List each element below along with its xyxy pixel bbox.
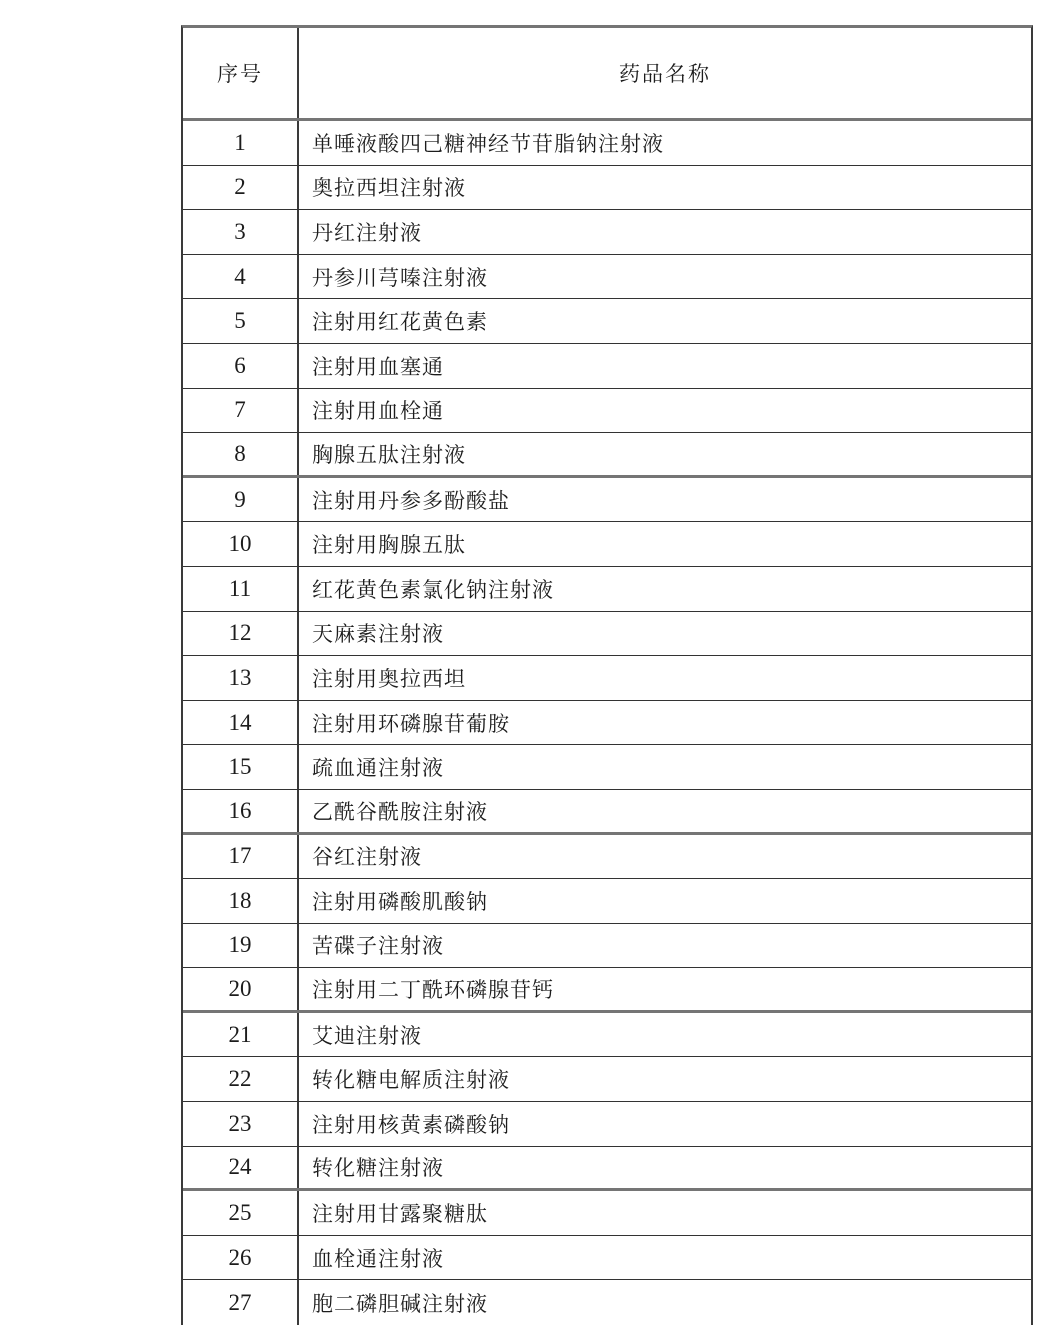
row-serial-number: 24 <box>183 1147 299 1189</box>
table-row <box>183 1236 1031 1281</box>
table-row <box>183 1280 1031 1325</box>
row-drug-name: 转化糖注射液 <box>312 1156 444 1181</box>
row-serial-number: 18 <box>183 879 299 923</box>
table-row <box>183 255 1031 300</box>
header-serial-number: 序号 <box>183 28 299 118</box>
row-drug-name: 注射用核黄素磷酸钠 <box>312 1112 510 1137</box>
row-drug-name: 注射用血塞通 <box>312 354 444 379</box>
row-serial-number: 27 <box>183 1280 299 1325</box>
row-drug-name: 苦碟子注射液 <box>312 934 444 959</box>
row-drug-name: 天麻素注射液 <box>312 622 444 647</box>
row-serial-number: 9 <box>183 478 299 522</box>
table-row <box>183 166 1031 211</box>
row-drug-name: 注射用血栓通 <box>312 399 444 424</box>
table-row <box>183 612 1031 657</box>
table-row <box>183 478 1031 523</box>
table-row <box>183 656 1031 701</box>
table-row <box>183 1102 1031 1147</box>
row-serial-number: 4 <box>183 255 299 299</box>
table-row <box>183 701 1031 746</box>
row-drug-name: 艾迪注射液 <box>312 1023 422 1048</box>
row-drug-name: 疏血通注射液 <box>312 756 444 781</box>
row-drug-name: 注射用磷酸肌酸钠 <box>312 889 488 914</box>
table-row <box>183 1147 1031 1192</box>
row-serial-number: 12 <box>183 612 299 656</box>
row-serial-number: 8 <box>183 433 299 475</box>
table-body <box>183 121 1031 1325</box>
row-drug-name: 胞二磷胆碱注射液 <box>312 1291 488 1316</box>
row-drug-name: 注射用奥拉西坦 <box>312 666 466 691</box>
row-drug-name: 注射用甘露聚糖肽 <box>312 1202 488 1227</box>
drug-list-table <box>181 25 1033 1325</box>
row-serial-number: 15 <box>183 745 299 789</box>
row-drug-name: 转化糖电解质注射液 <box>312 1068 510 1093</box>
row-drug-name: 红花黄色素氯化钠注射液 <box>312 577 554 602</box>
row-drug-name: 血栓通注射液 <box>312 1246 444 1271</box>
row-drug-name: 丹参川芎嗪注射液 <box>312 265 488 290</box>
row-drug-name: 乙酰谷酰胺注射液 <box>312 799 488 824</box>
table-row <box>183 433 1031 478</box>
table-row <box>183 968 1031 1013</box>
table-row <box>183 567 1031 612</box>
row-serial-number: 3 <box>183 210 299 254</box>
row-serial-number: 19 <box>183 924 299 968</box>
table-row <box>183 1013 1031 1058</box>
row-serial-number: 26 <box>183 1236 299 1280</box>
row-drug-name: 注射用二丁酰环磷腺苷钙 <box>312 978 554 1003</box>
table-row <box>183 389 1031 434</box>
table-row <box>183 522 1031 567</box>
row-serial-number: 11 <box>183 567 299 611</box>
row-drug-name: 注射用环磷腺苷葡胺 <box>312 711 510 736</box>
row-drug-name: 注射用丹参多酚酸盐 <box>312 488 510 513</box>
row-drug-name: 胸腺五肽注射液 <box>312 442 466 467</box>
row-serial-number: 16 <box>183 790 299 832</box>
table-row <box>183 1057 1031 1102</box>
table-row <box>183 1191 1031 1236</box>
row-serial-number: 17 <box>183 835 299 879</box>
row-serial-number: 6 <box>183 344 299 388</box>
row-serial-number: 1 <box>183 121 299 165</box>
table-row <box>183 745 1031 790</box>
table-row <box>183 790 1031 835</box>
row-drug-name: 注射用胸腺五肽 <box>312 533 466 558</box>
row-serial-number: 5 <box>183 299 299 343</box>
table-row <box>183 344 1031 389</box>
table-row <box>183 299 1031 344</box>
row-drug-name: 丹红注射液 <box>312 220 422 245</box>
row-serial-number: 7 <box>183 389 299 433</box>
row-drug-name: 注射用红花黄色素 <box>312 310 488 335</box>
row-serial-number: 21 <box>183 1013 299 1057</box>
row-serial-number: 10 <box>183 522 299 566</box>
table-header-row <box>183 28 1031 121</box>
table-row <box>183 924 1031 969</box>
row-serial-number: 20 <box>183 968 299 1010</box>
table-row <box>183 210 1031 255</box>
row-serial-number: 22 <box>183 1057 299 1101</box>
row-serial-number: 14 <box>183 701 299 745</box>
row-drug-name: 单唾液酸四己糖神经节苷脂钠注射液 <box>312 131 664 156</box>
row-drug-name: 奥拉西坦注射液 <box>312 176 466 201</box>
row-serial-number: 13 <box>183 656 299 700</box>
row-serial-number: 23 <box>183 1102 299 1146</box>
table-row <box>183 879 1031 924</box>
table-row <box>183 835 1031 880</box>
row-serial-number: 2 <box>183 166 299 210</box>
header-drug-name: 药品名称 <box>619 62 711 86</box>
row-drug-name: 谷红注射液 <box>312 845 422 870</box>
table-row <box>183 121 1031 166</box>
row-serial-number: 25 <box>183 1191 299 1235</box>
